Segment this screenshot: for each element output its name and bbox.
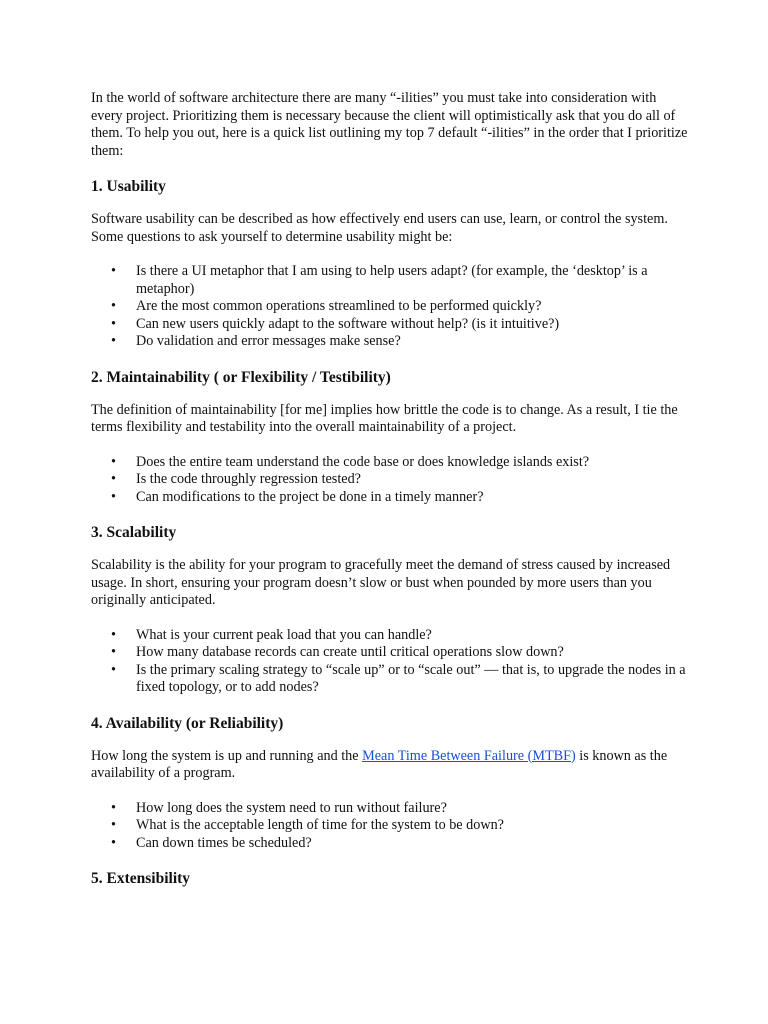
heading-availability: 4. Availability (or Reliability): [91, 714, 284, 732]
bullet-icon: •: [111, 661, 116, 678]
list-item: [91, 800, 691, 818]
list-item-text: Are the most common operations streamlined to be performed quickly?: [136, 298, 542, 314]
paragraph-availability: [91, 748, 691, 783]
list-item-text: What is your current peak load that you can handle?: [136, 626, 432, 643]
paragraph-text-before: How long the system is up and running and the: [91, 747, 363, 764]
list-item-text: Can down times be scheduled?: [136, 834, 312, 851]
heading-usability: 1. Usability: [91, 178, 166, 195]
bullet-icon: •: [111, 644, 116, 660]
list-item-text: Can new users quickly adapt to the software without help? (is it intuitive?): [136, 315, 560, 332]
list-item-text: Do validation and error messages make sense?: [136, 333, 401, 349]
list-availability: [91, 800, 691, 853]
list-item: [91, 454, 691, 472]
list-item-text: Is the code throughly regression tested?: [136, 471, 361, 487]
bullet-icon: •: [111, 817, 116, 833]
list-maintainability: [91, 454, 691, 507]
bullet-icon: •: [111, 471, 116, 487]
intro-paragraph: In the world of software architecture there are many “-ilities” you must take into consideration with every project. Prioritizing them is necessary because the client will optimistically ask that you do all of them. To help you out, here is a quick list outlining my top 7 default “-ilities” in the order that I prioritize them:: [91, 90, 688, 159]
list-item: [91, 644, 691, 662]
list-item-text: Does the entire team understand the code base or does knowledge islands exist?: [136, 453, 590, 470]
bullet-icon: •: [111, 834, 116, 851]
bullet-icon: •: [111, 315, 116, 332]
list-item-text: How many database records can create until critical operations slow down?: [136, 644, 564, 660]
list-item: [91, 333, 691, 351]
list-usability: [91, 263, 691, 351]
paragraph-usability: Software usability can be described as how effectively end users can use, learn, or control the system. Some questions to ask yourself to determine usability might be:: [91, 211, 668, 245]
list-item: [91, 298, 691, 316]
bullet-icon: •: [111, 453, 116, 470]
list-scalability: [91, 627, 691, 697]
paragraph-text-after: is known as the availability of a program.: [91, 747, 668, 781]
heading-extensibility: 5. Extensibility: [91, 870, 191, 887]
list-item: [91, 662, 691, 697]
bullet-icon: •: [111, 488, 116, 505]
bullet-icon: •: [111, 626, 116, 643]
bullet-icon: •: [111, 799, 116, 816]
list-item: [91, 263, 691, 298]
heading-scalability: 3. Scalability: [91, 524, 177, 541]
bullet-icon: •: [111, 298, 116, 314]
list-item: [91, 489, 691, 507]
list-item-text: Is the primary scaling strategy to “scale up” or to “scale out” — that is, to upgrade the nodes in a fixed topology, or to add nodes?: [136, 661, 686, 695]
document-page: [91, 90, 691, 888]
heading-maintainability: 2. Maintainability ( or Flexibility / Testibility): [91, 368, 391, 386]
list-item: [91, 471, 691, 489]
list-item: [91, 835, 691, 853]
paragraph-scalability: Scalability is the ability for your program to gracefully meet the demand of stress caused by increased usage. In short, ensuring your program doesn’t slow or bust when pounded by more users than you originally anticipated.: [91, 557, 671, 608]
list-item-text: What is the acceptable length of time for the system to be down?: [136, 817, 504, 833]
paragraph-maintainability: The definition of maintainability [for me] implies how brittle the code is to change. As a result, I tie the terms flexibility and testability into the overall maintainability of a project.: [91, 401, 678, 435]
list-item: [91, 627, 691, 645]
list-item: [91, 817, 691, 835]
mtbf-link[interactable]: Mean Time Between Failure (MTBF): [362, 747, 576, 764]
list-item-text: Can modifications to the project be done in a timely manner?: [136, 488, 484, 505]
bullet-icon: •: [111, 263, 116, 279]
bullet-icon: •: [111, 333, 116, 349]
list-item-text: Is there a UI metaphor that I am using to help users adapt? (for example, the ‘desktop’ is a metaphor): [136, 263, 648, 297]
list-item-text: How long does the system need to run without failure?: [136, 799, 447, 816]
list-item: [91, 316, 691, 334]
